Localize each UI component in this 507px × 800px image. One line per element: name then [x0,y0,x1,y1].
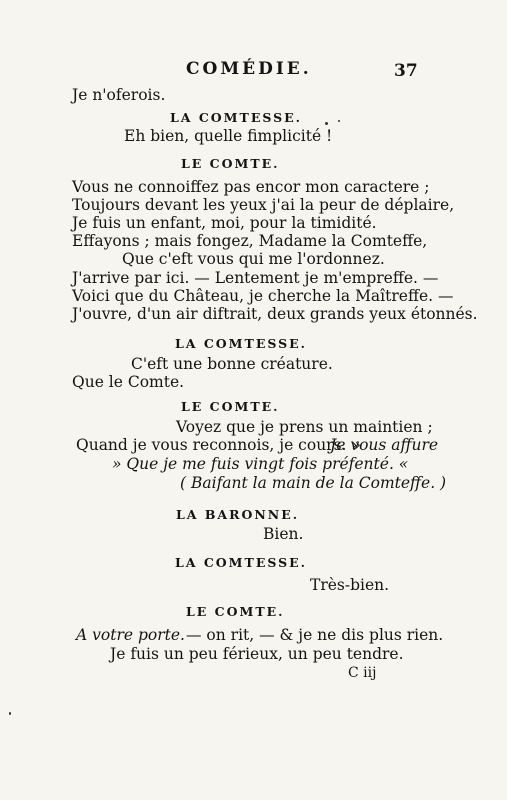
stage-direction: ( Baifant la main de la Comteffe. ) [180,474,447,492]
speaker-heading: LA COMTESSE. [175,336,308,351]
verse-line: Quand je vous reconnois, je cours. » [76,436,361,454]
speaker-heading: LA COMTESSE. [170,110,303,125]
verse-line: Bien. [263,525,304,543]
verse-line: Je n'oferois. [72,86,166,104]
verse-line: Vous ne connoiffez pas encor mon caractere ; [72,178,430,196]
verse-line: Que c'eft vous qui me l'ordonnez. [122,250,385,268]
speaker-heading: LA COMTESSE. [175,555,308,570]
verse-line: Voyez que je prens un maintien ; [176,418,433,436]
verse-line: Je fuis un peu férieux, un peu tendre. [110,645,404,663]
verse-line-italic: A votre porte. [76,626,185,644]
verse-line-italic: » Que je me fuis vingt fois préfenté. « [112,455,409,473]
ink-spot [9,712,11,715]
verse-line: Très-bien. [310,576,390,594]
verse-line: — on rit, — & je ne dis plus rien. [186,626,444,644]
speaker-heading: LE COMTE. [186,604,285,619]
speaker-heading: LE COMTE. [181,399,280,414]
verse-line: J'arrive par ici. — Lentement je m'empreffe. — [72,269,439,287]
signature-mark: C iij [348,665,377,681]
running-header: COMÉDIE. [186,59,312,79]
verse-line: J'ouvre, d'un air diftrait, deux grands yeux étonnés. [72,305,478,323]
ink-spot [325,122,328,125]
speaker-heading: LE COMTE. [181,156,280,171]
page-number: 37 [394,61,418,81]
speaker-heading: LA BARONNE. [176,507,300,522]
verse-line: Que le Comte. [72,373,185,391]
ink-spot [338,120,340,122]
verse-line: Voici que du Château, je cherche la Maîtreffe. — [72,287,454,305]
verse-line: Eh bien, quelle fimplicité ! [124,127,333,145]
verse-line: Effayons ; mais fongez, Madame la Comteffe, [72,232,428,250]
verse-line: C'eft une bonne créature. [131,355,333,373]
verse-line: Toujours devant les yeux j'ai la peur de déplaire, [72,196,455,214]
verse-line-italic: Je vous affure [330,436,439,454]
verse-line: Je fuis un enfant, moi, pour la timidité. [72,214,377,232]
